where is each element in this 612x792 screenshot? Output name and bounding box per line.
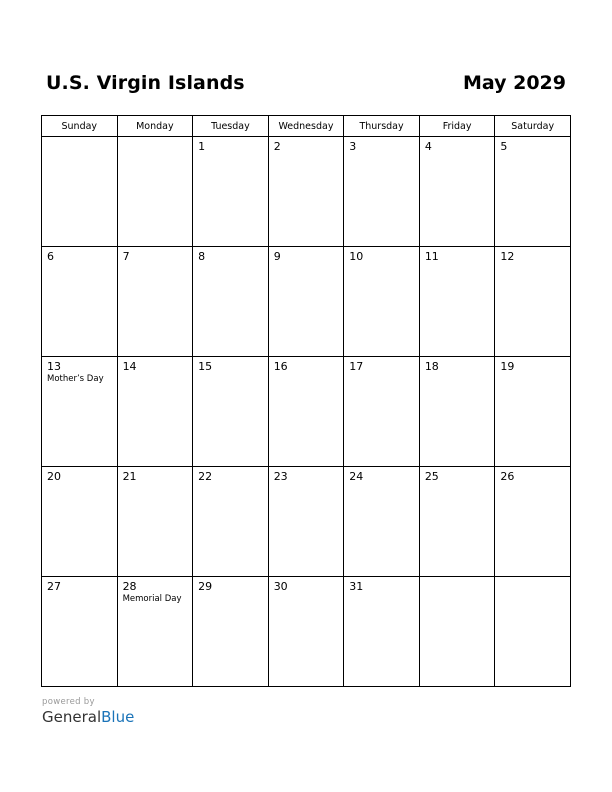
day-number: 7	[122, 250, 130, 263]
day-cell	[117, 467, 193, 577]
day-cell	[117, 577, 193, 687]
day-number: 8	[198, 250, 206, 263]
day-cell	[117, 357, 193, 467]
day-number: 26	[500, 470, 515, 483]
week-row	[42, 357, 571, 467]
week-row	[42, 137, 571, 247]
day-cell	[193, 357, 269, 467]
weekday-saturday: Saturday	[495, 116, 571, 137]
day-number: 10	[349, 250, 364, 263]
day-cell	[419, 357, 495, 467]
holiday-label: Memorial Day	[122, 594, 182, 604]
region-title: U.S. Virgin Islands	[46, 72, 245, 94]
day-number: 19	[500, 360, 515, 373]
day-cell	[495, 467, 571, 577]
day-cell	[344, 247, 420, 357]
day-cell	[495, 247, 571, 357]
powered-by-text: powered by	[42, 697, 95, 707]
day-cell	[268, 467, 344, 577]
day-cell	[344, 577, 420, 687]
day-cell	[42, 467, 118, 577]
day-number: 9	[273, 250, 281, 263]
day-number: 21	[122, 470, 137, 483]
day-number: 2	[273, 140, 281, 153]
weekday-monday: Monday	[117, 116, 193, 137]
week-row	[42, 247, 571, 357]
day-cell	[268, 137, 344, 247]
day-cell	[42, 577, 118, 687]
weekday-wednesday: Wednesday	[268, 116, 344, 137]
day-cell	[495, 577, 571, 687]
day-cell	[268, 357, 344, 467]
day-number: 20	[47, 470, 61, 483]
day-cell	[268, 247, 344, 357]
day-cell	[193, 247, 269, 357]
day-cell	[419, 137, 495, 247]
day-number: 6	[47, 250, 54, 263]
week-row	[42, 577, 571, 687]
day-cell	[193, 467, 269, 577]
day-number: 12	[500, 250, 515, 263]
day-number: 16	[273, 360, 288, 373]
day-cell	[495, 357, 571, 467]
day-cell	[268, 577, 344, 687]
day-cell	[344, 137, 420, 247]
day-cell	[419, 577, 495, 687]
day-cell	[419, 467, 495, 577]
day-number: 17	[349, 360, 364, 373]
brand-blue-text: Blue	[101, 708, 135, 726]
generalblue-logo[interactable]	[42, 708, 134, 726]
day-cell	[117, 247, 193, 357]
footer-branding	[42, 697, 134, 726]
day-number: 1	[198, 140, 206, 153]
day-cell	[117, 137, 193, 247]
day-number: 25	[424, 470, 439, 483]
week-row	[42, 467, 571, 577]
day-number: 30	[273, 580, 288, 593]
day-cell	[344, 467, 420, 577]
day-number: 22	[198, 470, 213, 483]
day-cell	[495, 137, 571, 247]
day-number: 23	[273, 470, 288, 483]
month-title: May 2029	[462, 72, 566, 94]
day-number: 27	[47, 580, 61, 593]
day-number: 18	[424, 360, 439, 373]
day-number: 5	[500, 140, 508, 153]
day-cell	[193, 137, 269, 247]
day-number: 31	[349, 580, 364, 593]
brand-general-text: General	[42, 708, 102, 726]
day-cell	[42, 247, 118, 357]
day-number: 3	[349, 140, 357, 153]
holiday-label: Mother’s Day	[47, 374, 104, 384]
day-number: 29	[198, 580, 213, 593]
weekday-tuesday: Tuesday	[193, 116, 269, 137]
day-cell	[419, 247, 495, 357]
weekday-sunday: Sunday	[42, 116, 118, 137]
day-number: 14	[122, 360, 137, 373]
day-cell	[344, 357, 420, 467]
day-number: 28	[122, 580, 137, 593]
day-cell	[42, 357, 118, 467]
day-number: 13	[47, 360, 61, 373]
day-cell	[42, 137, 118, 247]
weekday-thursday: Thursday	[344, 116, 420, 137]
day-number: 15	[198, 360, 213, 373]
day-number: 24	[349, 470, 364, 483]
weekday-header-row	[42, 116, 571, 137]
day-number: 11	[424, 250, 439, 263]
day-cell	[193, 577, 269, 687]
weekday-friday: Friday	[419, 116, 495, 137]
day-number: 4	[424, 140, 432, 153]
calendar-grid	[41, 115, 571, 687]
